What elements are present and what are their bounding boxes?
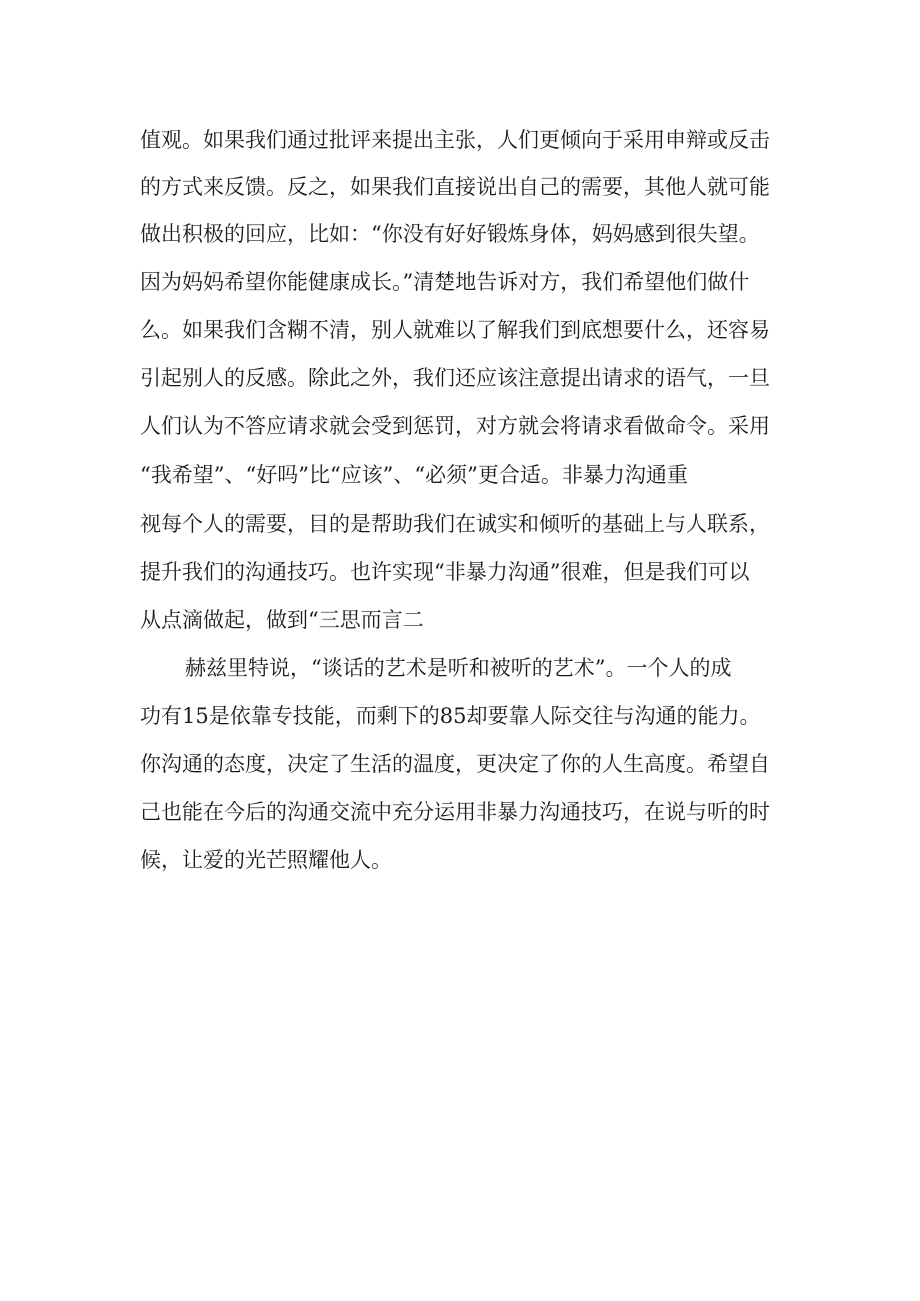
paragraph-1-line-2: 的方式来反馈。反之，如果我们直接说出自己的需要，其他人就可能: [140, 175, 770, 199]
paragraph-1-line-4: 因为妈妈希望你能健康成长。”清楚地告诉对方，我们希望他们做什: [140, 270, 750, 294]
paragraph-2-line-5: 候，让爱的光芒照耀他人。: [140, 848, 392, 872]
paragraph-1-line-6: 引起别人的反感。除此之外，我们还应该注意提出请求的语气，一旦: [140, 366, 770, 390]
paragraph-1-line-3: 做出积极的回应，比如：“你没有好好锻炼身体，妈妈感到很失望。: [140, 222, 760, 246]
paragraph-1-line-8: “我希望”、“好吗”比“应该”、“必须”更合适。非暴力沟通重: [140, 463, 688, 487]
paragraph-2-line-1: 赫兹里特说，“谈话的艺术是听和被听的艺术”。一个人的成: [185, 656, 732, 680]
paragraph-2-line-4: 己也能在今后的沟通交流中充分运用非暴力沟通技巧，在说与听的时: [140, 800, 770, 824]
paragraph-1-line-10: 提升我们的沟通技巧。也许实现“非暴力沟通”很难，但是我们可以: [140, 560, 750, 584]
paragraph-1-line-5: 么。如果我们含糊不清，别人就难以了解我们到底想要什么，还容易: [140, 318, 770, 342]
paragraph-2-line-3: 你沟通的态度，决定了生活的温度，更决定了你的人生高度。希望自: [140, 752, 770, 776]
paragraph-2-line-2: 功有15是依靠专技能，而剩下的85却要靠人际交往与沟通的能力。: [140, 704, 761, 728]
paragraph-1-line-11: 从点滴做起，做到“三思而言二: [140, 608, 424, 632]
paragraph-1-line-9: 视每个人的需要，目的是帮助我们在诚实和倾听的基础上与人联系，: [140, 512, 770, 536]
paragraph-1-line-1: 值观。如果我们通过批评来提出主张，人们更倾向于采用申辩或反击: [140, 128, 770, 152]
paragraph-1-line-7: 人们认为不答应请求就会受到惩罚，对方就会将请求看做命令。采用: [140, 414, 770, 438]
